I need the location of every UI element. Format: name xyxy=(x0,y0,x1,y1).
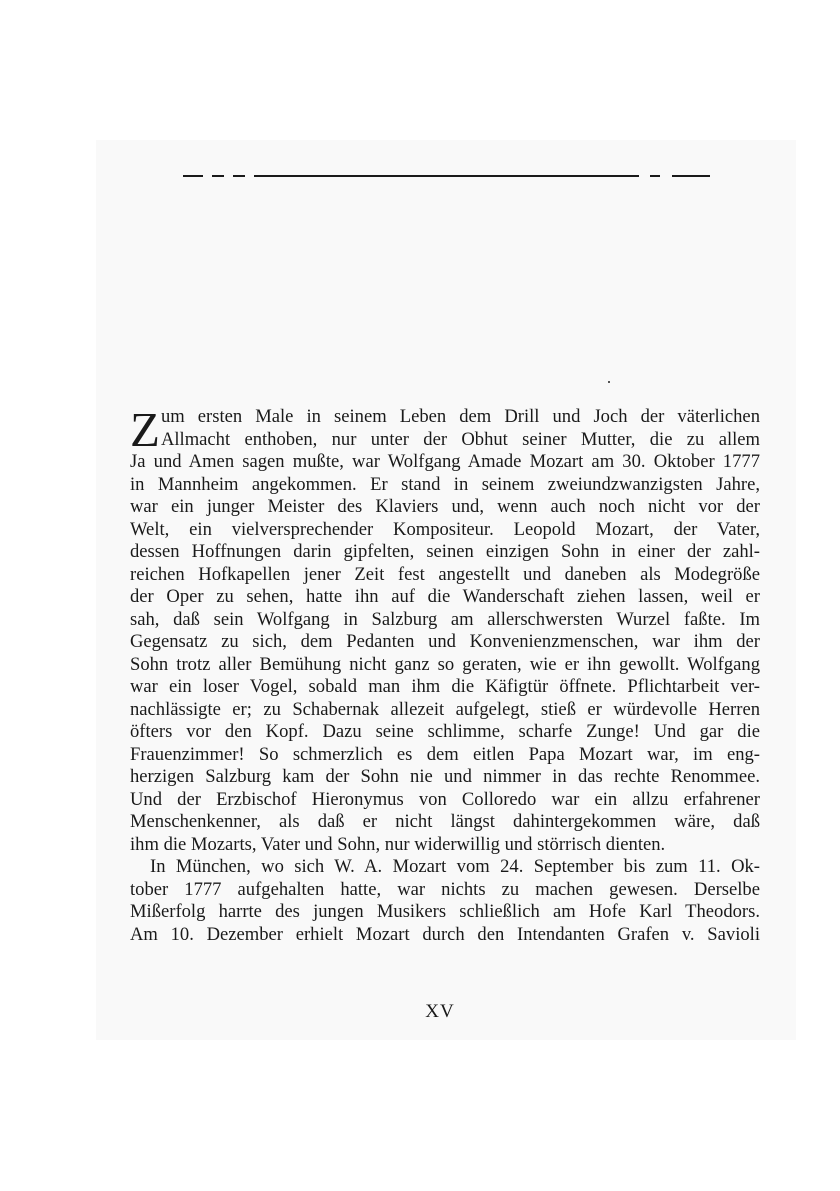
ornament-rule-segment xyxy=(212,175,224,177)
first-paragraph xyxy=(130,402,760,856)
text-line: Frauenzimmer! So schmerzlich es dem eitlen Papa Mozart war, im eng- xyxy=(130,743,760,765)
text-line: in Mannheim angekommen. Er stand in seinem zweiundzwanzigsten Jahre, xyxy=(130,473,760,495)
print-speck xyxy=(608,381,610,383)
text-line: ihm die Mozarts, Vater und Sohn, nur widerwillig und störrisch dienten. xyxy=(130,833,666,855)
text-line: Menschenkenner, als daß er nicht längst dahintergekommen wäre, daß xyxy=(130,811,760,832)
text-line: In München, wo sich W. A. Mozart vom 24. September bis zum 11. Ok- xyxy=(150,856,760,877)
text-line: Welt, ein vielversprechender Kompositeur. Leopold Mozart, der Vater, xyxy=(130,518,760,540)
drop-cap-initial: Z xyxy=(130,402,160,457)
second-paragraph xyxy=(130,856,760,946)
text-line: öfters vor den Kopf. Dazu seine schlimme, scharfe Zunge! Und gar die xyxy=(130,721,760,742)
text-line: Allmacht enthoben, nur unter der Obhut seiner Mutter, die zu allem xyxy=(160,428,760,450)
ornament-rule-segment xyxy=(650,175,660,177)
body-text xyxy=(130,402,760,946)
ornament-rule-segment xyxy=(183,175,203,177)
text-line: Mißerfolg harrte des jungen Musikers schließlich am Hofe Karl Theodors. xyxy=(130,901,760,922)
text-line: nachlässigte er; zu Schabernak allezeit aufgelegt, stieß er würdevolle Herren xyxy=(130,698,760,720)
text-line: dessen Hoffnungen darin gipfelten, seinen einzigen Sohn in einer der zahl- xyxy=(130,541,760,562)
text-line: reichen Hofkapellen jener Zeit fest angestellt und daneben als Modegröße xyxy=(130,563,760,585)
text-line: sah, daß sein Wolfgang in Salzburg am allerschwersten Wurzel faßte. Im xyxy=(130,608,760,630)
text-line: herzigen Salzburg kam der Sohn nie und nimmer in das rechte Renommee. xyxy=(130,766,760,787)
text-line: war ein loser Vogel, sobald man ihm die Käfigtür öffnete. Pflichtarbeit ver- xyxy=(130,676,760,697)
text-line: Ja und Amen sagen mußte, war Wolfgang Amade Mozart am 30. Oktober 1777 xyxy=(130,451,760,472)
ornament-rule-segment xyxy=(672,175,710,177)
ornament-rule-segment xyxy=(233,175,245,177)
text-line: Und der Erzbischof Hieronymus von Colloredo war ein allzu erfahrener xyxy=(130,788,760,810)
text-line: der Oper zu sehen, hatte ihn auf die Wanderschaft ziehen lassen, weil er xyxy=(130,586,760,607)
ornament-rule-main xyxy=(254,175,639,177)
text-line: war ein junger Meister des Klaviers und, wenn auch noch nicht vor der xyxy=(130,496,760,517)
text-line: Sohn trotz aller Bemühung nicht ganz so geraten, wie er ihn gewollt. Wolfgang xyxy=(130,653,760,675)
text-line: tober 1777 aufgehalten hatte, war nichts zu machen gewesen. Derselbe xyxy=(130,878,760,900)
text-line: Gegensatz zu sich, dem Pedanten und Konvenienzmenschen, war ihm der xyxy=(130,631,760,652)
text-line: Am 10. Dezember erhielt Mozart durch den Intendanten Grafen v. Savioli xyxy=(130,923,760,945)
text-line: um ersten Male in seinem Leben dem Drill und Joch der väterlichen xyxy=(160,406,760,427)
page-number: XV xyxy=(425,1001,455,1022)
